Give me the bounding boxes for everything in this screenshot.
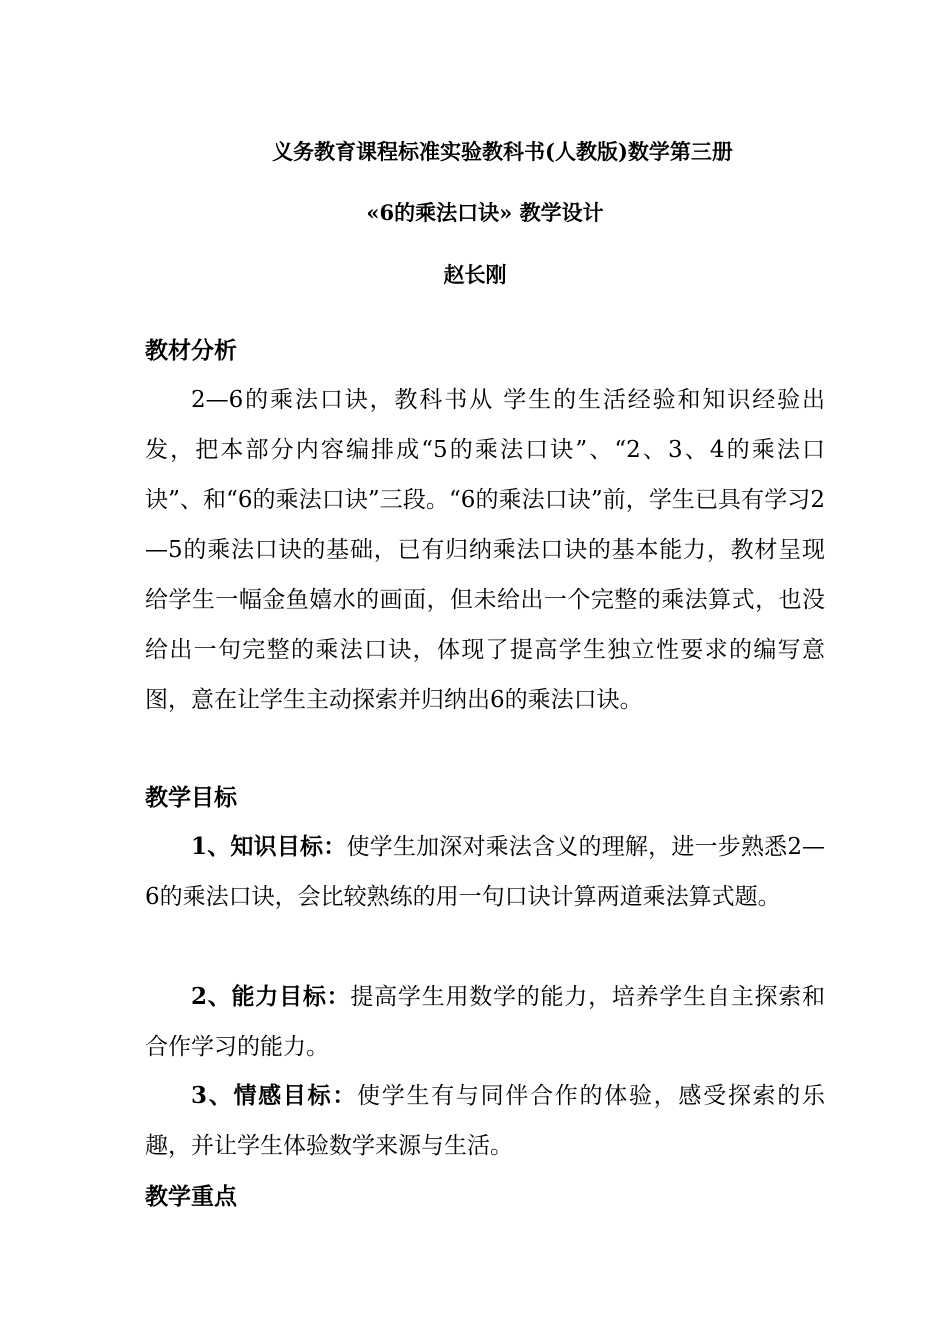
goal-text: 使学生加深对乘法含义的理解，进一步熟悉2—6的乘法口诀，会比较熟练的用一句口诀计算两道乘法算式题。	[145, 834, 825, 910]
goal-label: 2、能力目标：	[191, 983, 351, 1010]
goal-item-emotion	[145, 1071, 825, 1171]
goal-label: 1、知识目标：	[191, 833, 347, 860]
author-name: 赵长刚	[443, 262, 507, 287]
section-heading-goals: 教学目标	[145, 784, 237, 811]
goal-text: 提高学生用数学的能力，培养学生自主探索和合作学习的能力。	[145, 984, 825, 1060]
goal-item-ability	[145, 972, 825, 1072]
goal-item-knowledge	[145, 822, 825, 922]
analysis-paragraph: 2—6的乘法口诀，教科书从 学生的生活经验和知识经验出发，把本部分内容编排成“5的乘法口诀”、“2、3、4的乘法口诀”、和“6的乘法口诀”三段。“6的乘法口诀”前，学生已具有学习2—5的乘法口诀的基础，已有归纳乘法口诀的基本能力，教材呈现给学生一幅金鱼嬉水的画面，但未给出一个完整的乘法算式，也没给出一句完整的乘法口诀，体现了提高学生独立性要求的编写意图，意在让学生主动探索并归纳出6的乘法口诀。	[145, 387, 825, 713]
lesson-title: «6的乘法口诀» 教学设计	[366, 200, 604, 225]
goal-label: 3、情感目标：	[191, 1082, 358, 1109]
textbook-title: 义务教育课程标准实验教科书(人教版)数学第三册	[272, 139, 733, 164]
section-heading-analysis: 教材分析	[145, 337, 237, 364]
goal-text: 使学生有与同伴合作的体验，感受探索的乐趣，并让学生体验数学来源与生活。	[145, 1083, 825, 1159]
section-heading-key-points: 教学重点	[145, 1183, 237, 1210]
